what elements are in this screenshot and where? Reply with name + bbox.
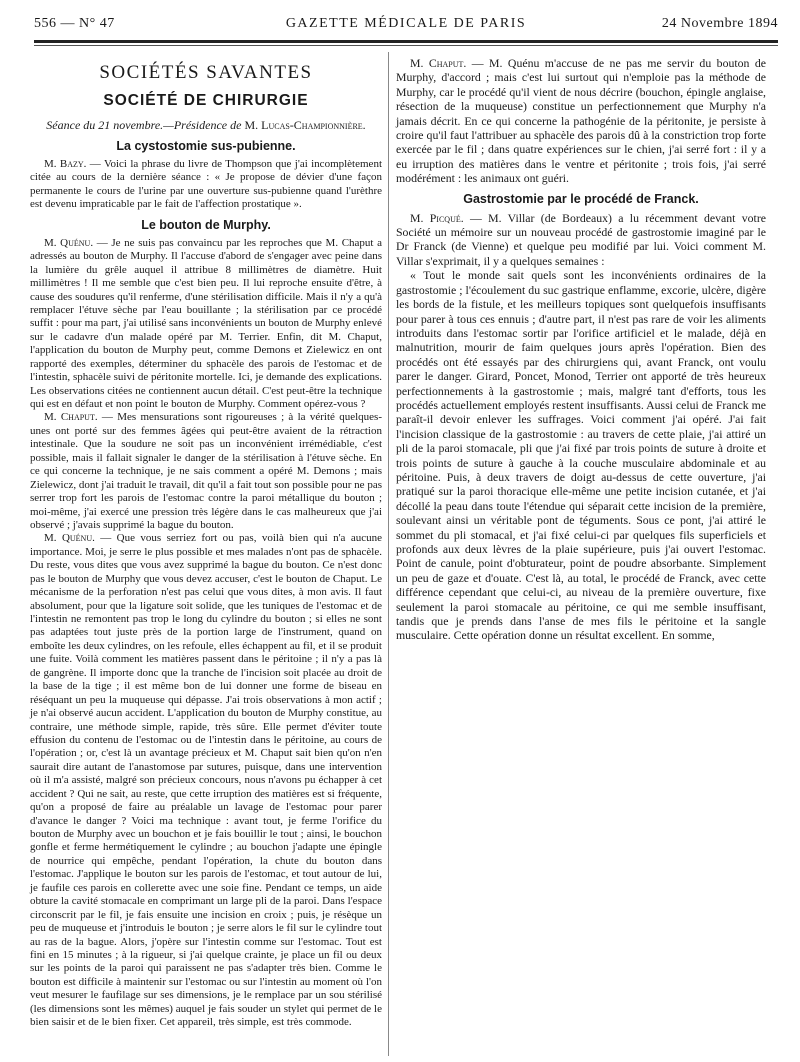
society-title: SOCIÉTÉ DE CHIRURGIE (103, 92, 309, 109)
speaker-name: M. Chaput. (410, 56, 467, 70)
paragraph-text: — M. Villar (de Bordeaux) a lu récemment devant votre Société un mémoire sur un nouveau procédé de gastrostomie imaginé par le Dr Franck (de Vienne) et quelque peu modifié par lui. Voici comment M. Villar s'exprimait, il y a quelques semaines : (396, 210, 766, 268)
paragraph-text: — Je ne suis pas convaincu par les reproches que M. Chaput a adressés au bouton de Murphy. Il l'accuse d'abord de s'engager avec peine dans la lumière du grêle auquel il attribue 8 millimètres de diamètre. Huit millimètres ! Il me semble que c'est bien peu. Il lui reproche ensuite d'être, à cause des soudures qu'il renferme, d'une stérilisation difficile. Mais il n'y a qu'à remplacer l'étuve sèche par l'eau bouillante ; la stérilisation par ce procédé suffit : pour ma part, j'ai utilisé sans inconvénients un bouton de Murphy enlevé sur le cadavre d'un malade opéré par M. Terrier. Enfin, dit M. Chaput, l'application du bouton de Murphy peut, comme Demons et Zielewicz en ont rapporté des exemples, déterminer du sphacèle des parois de l'estomac et de l'intestin, sphacèle suivi de péritonite mortelle. Ici, je demande des explications. Les observations citées ne contiennent aucun détail. C'est peut-être la technique qui est en défaut et non point le bouton de Murphy. Comment opérez-vous ? (30, 236, 382, 410)
session-line (30, 118, 382, 133)
running-header (34, 14, 778, 36)
speaker-name: M. Picqué. (410, 210, 464, 225)
article-paragraph (30, 411, 382, 532)
article-paragraph (396, 211, 766, 269)
article-title: La cystostomie sus-pubienne. (116, 139, 296, 153)
speaker-name: M. Chaput. (44, 411, 98, 424)
paragraph-text: — Que vous serriez fort ou pas, voilà bien qui n'a aucune importance. Moi, je serre le plus possible et mes malades n'ont pas de sphacèle. Du reste, vous dites que vous avez supprimé la bague du bouton. Ce n'est donc pas le bouton de Murphy que vous devez accuser, c'est le bouton de Chaput. Le mécanisme de la perforation n'est pas celui que vous dites, à mon avis. Il faut absolument, pour que la ligature soit solide, que les tuniques de l'estomac et de l'intestin ne remontent pas trop le long du cylindre du bouton ; si elles ne sont pas adaptées tout juste près de la portion large de l'instrument, quand on emboîte les deux cylindres, on les refoule, elles échappent au fil, et il se produit une fuite. Voilà comment les matières passent dans le péritoine ; il n'y a pas là de gangrène. Il importe donc que la tranche de l'incision soit placée au droit de la base de la tige ; il est même bon de lui donner une forme de biseau en réséquant un peu la muqueuse qui dépasse. J'ai trois observations à mon actif ; je n'ai observé aucun accident. L'application du bouton de Murphy constitue, au contraire, une méthode simple, rapide, très sûre. Elle permet d'éviter toute effusion du contenu de l'estomac ou de l'intestin dans le péritoine, au cours de l'opération ; or, c'est là un avantage précieux et M. Chaput sait bien qu'on n'en saurait dire autant de l'anastomose par sutures, puisque, dans une intervention où il m'a assisté, malgré son précieux concours, nous n'avons pu échapper à cet accident ? Qui ne sait, au reste, que cette irruption des matières est si fréquente, qu'on a proposé de faire au préalable un lavage de l'estomac pour parer d'avance le danger ? Voici ma technique : avant tout, je ferme l'orifice du bouton de Murphy avec un bouchon et je fais bouillir le tout ; ainsi, le bouchon gonfle et ferme hermétiquement le cylindre ; au bouchon j'adapte une épingle de nourrice qui empêche, pendant l'opération, la chute du bouton dans l'estomac. J'applique le bouton sur les parois de l'estomac, et tout autour de lui, je faufile ces parois en collerette avec une soie fine. Pendant ce temps, un aide obture la cavité stomacale en comprimant un large pli de la paroi. Dans l'espace circonscrit par le fil, je fais ensuite une incision en croix ; puis, je résèque un peu de muqueuse et j'introduis le bouton ; je serre alors le fil sur le cylindre tout au ras de la bague. Alors, j'opère sur l'intestin comme sur l'estomac. Tout est fini en 15 minutes ; à la rigueur, si j'ai quelque crainte, je place un fil ou deux sur les points de la paroi qui paraissent ne pas s'adapter très bien. Comme le bouton est difficile à maintenir sur l'estomac ou sur l'intestin au moment où l'on veut mesurer le faufilage sur ses dimensions, je le remplace par un sou stérilisé (les dimensions sont les mêmes) auquel je fais souder un stylet qui permet de le bien saisir et de le bien fixer. Cet appareil, très simple, est très commode. (30, 532, 382, 1029)
article-paragraph (30, 532, 382, 1029)
column-divider (388, 52, 389, 1056)
quoted-paragraph (396, 268, 766, 643)
speaker-name: M. Quénu. (44, 236, 94, 249)
section-title: SOCIÉTÉS SAVANTES (99, 62, 313, 83)
paragraph-text: — Mes mensurations sont rigoureuses ; à la vérité quelques-unes ont porté sur des femmes âgées qui peut-être avaient de la rétraction intestinale. Que la soudure ne soit pas un inconvénient irrémédiable, c'est possible, mais il fallait signaler le danger de la stérilisation à l'étuve sèche. En ce qui concerne la technique, je ne sais comment a opéré M. Demons ; mais Zielewicz, dont j'ai traduit le travail, dit qu'il a fait tout son possible pour ne pas serrer trop fort les parois de l'estomac contre la paroi métallique du bouton ; moi-même, j'ai exercé une pression très légère dans le cas malheureux que j'ai observé ; j'avais supprimé la bague du bouton. (30, 411, 382, 531)
article-paragraph (396, 56, 766, 186)
right-column (396, 56, 766, 643)
paragraph-text: — Voici la phrase du livre de Thompson que j'ai incomplètement citée au cours de la dernière séance : « Je propose de dévier d'une façon permanente le cours de l'urine par une ouverture sus-pubienne quand l'urèthre est devenu impraticable par le fait de l'affection prostatique ». (30, 158, 382, 211)
paragraph-text: « Tout le monde sait quels sont les inconvénients ordinaires de la gastrostomie ; l'écoulement du suc gastrique enflamme, excorie, ulcère, digère les bords de la fistule, et les meilleurs topiques sont quelquefois insuffisants pour parer à tous ces ennuis ; d'autre part, il n'est pas rare de voir les aliments introduits dans l'estomac sortir par l'orifice artificiel et le malade, déjà en malnutrition, mourir de faim quelques jours après l'opération. Bien des procédés ont été essayés par des chirurgiens qui, avant Franck, ont voulu parer le danger. Girard, Poncet, Monod, Terrier ont apporté de très heureux perfectionnements à la gastrostomie ; mais, malgré tant d'efforts, tous les procédés actuellement employés restent insuffisants. Aussi celui de Franck me paraît-il devoir enlever les suffrages. Voici comment j'ai opéré. J'ai fait l'incision classique de la gastrostomie : au travers de cette plaie, j'ai attiré un pli de la paroi stomacale, pli que j'ai fixé par trois points de suture à droite et trois points de suture à gauche à la couche musculaire abdominale et au péritoine. Puis, à deux travers de doigt au-dessus de cette ouverture, j'ai pratiqué sur la paroi thoracique elle-même une petite incision cutanée, et j'ai décollé la peau dans toute l'étendue qui séparait cette incision de la première, soulevant ainsi un véritable pont de téguments. Sous ce pont, j'ai attiré le sommet du pli stomacal, et j'ai fixé celui-ci par quelques fils superficiels et profonds aux deux lèvres de la plaie supérieure, puis j'ai ouvert l'estomac. Point de canule, point d'obturateur, point de poudre absorbante. Simplement un peu de gaze et d'ouate. C'est là, au total, le procédé de Franck, avec cette différence cependant que celui-ci, au niveau de la première ouverture, fixe seulement la paroi stomacale au péritoine, ce qui me semble insuffisant, tandis que je prends dans l'anse de mes fils le péritoine et la sangle musculaire. Cette opération donne un résultat excellent. En somme, (396, 268, 766, 643)
article-paragraph (30, 237, 382, 412)
paragraph-text: — M. Quénu m'accuse de ne pas me servir du bouton de Murphy, d'accord ; mais c'est lui surtout qui n'emploie pas la méthode de Murphy, car le procédé qu'il vient de nous décrire (bouchon, épingle anglaise, résection de la muqueuse) constitue un perfectionnement que Murphy n'a jamais décrit. En ce qui concerne la pathogénie de la péritonite, je persiste à croire qu'il faut l'attribuer au sphacèle des parois dû à la constriction trop forte exercée par le fil ; dans quatre expériences sur le chien, j'ai serré fort : il y a eu irruption des matières dans le ventre et péritonite ; trois fois, j'ai serré modérément : les animaux ont guéri. (396, 56, 767, 186)
session-prefix: Séance du 21 novembre.—Présidence de (46, 118, 242, 132)
article-title: Le bouton de Murphy. (141, 217, 271, 232)
speaker-name: M. Bazy. (44, 158, 87, 170)
left-column (30, 56, 382, 1030)
article-paragraph (30, 158, 382, 212)
header-rule-thick (34, 40, 778, 43)
issue-date: 24 Novembre 1894 (661, 16, 778, 31)
speaker-name: M. Quénu. (44, 532, 95, 545)
journal-title: GAZETTE MÉDICALE DE PARIS (285, 16, 527, 31)
session-president: M. Lucas-Championnière. (244, 118, 366, 132)
article-title: Gastrostomie par le procédé de Franck. (463, 191, 699, 206)
header-rule-thin (34, 45, 778, 46)
page-number: 556 — N° 47 (34, 16, 115, 31)
